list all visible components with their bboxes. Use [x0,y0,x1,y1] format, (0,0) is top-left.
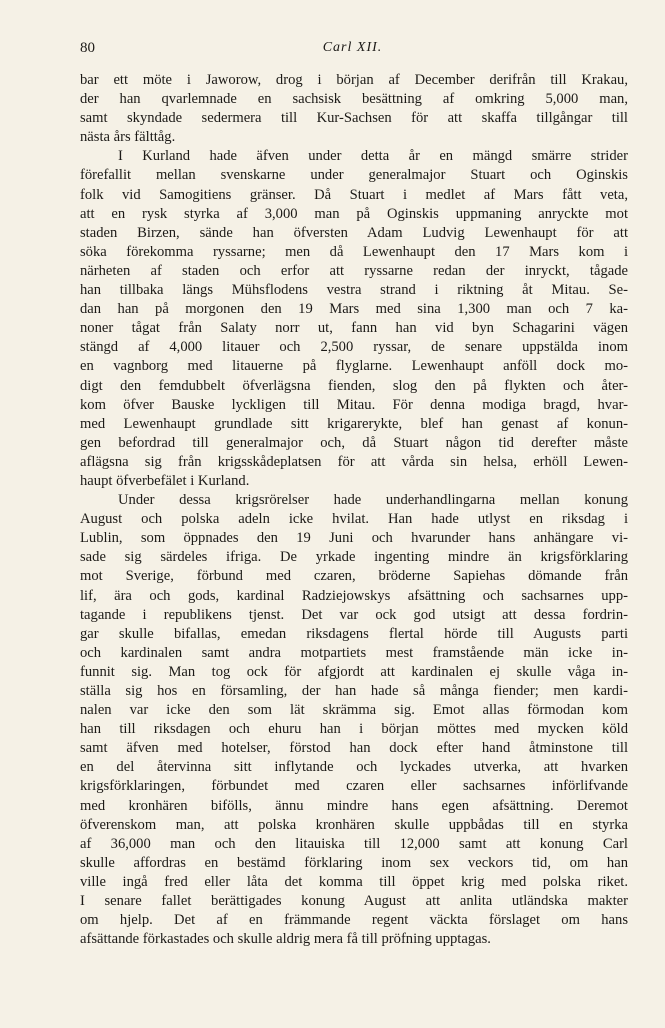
text-line: staden Birzen, sände han öfversten Adam Ludvig Lewenhaupt för att [80,224,628,241]
page-header [80,40,625,62]
text-line: mot Sverige, förbund med czaren, bröderne Sapiehas dömande från [80,568,628,585]
text-line: samt skyndade sedermera till Kur-Sachsen för att skaffa tillgångar till [80,110,628,127]
text-line: om hjelp. Det af en främmande regent väckta förslaget om hans [80,912,628,929]
text-line: stängd af 4,000 litauer och 2,500 ryssar, de senare uppstälda inom [80,339,628,356]
text-line: funnit sig. Man tog ock för afgjordt att kardinalen ej skulle våga in- [80,663,628,680]
text-line: ville ingå fred eller låta det komma till öppet krig med polska riket. [80,873,628,890]
text-line: Lublin, som öppnades den 19 Juni och hvarunder hans anhängare vi- [80,530,628,547]
text-line: gar skulle bifallas, emedan riksdagens flertal hörde till Augusts parti [80,625,628,642]
text-line: samt äfven med hotelser, förstod han dock efter hand åtminstone till [80,740,628,757]
text-line: digt den femdubbelt öfverlägsna fienden, slog den på flykten och åter- [80,377,628,394]
text-line: ställa sig hos en församling, der han hade så många fiender; men kardi- [80,683,628,699]
text-line: folk vid Samogitiens gränser. Då Stuart i medlet af Mars fått veta, [80,186,628,203]
text-line: bar ett möte i Jaworow, drog i början af December derifrån till Krakau, [80,72,628,88]
text-line: noner tågat från Salaty norr ut, fann han vid byn Schagarini vägen [80,320,628,337]
text-line: han till riksdagen och ehuru han i början möttes med mycken köld [80,721,628,738]
text-line: en vagnborg med litauerne på flyglarne. Lewenhaupt anföll dock mo- [80,358,628,375]
text-line: närheten af staden och erfor att ryssarne redan der inryckt, tågade [80,262,628,279]
text-line: der han qvarlemnade en sachsisk besättning af omkring 5,000 man, [80,91,628,108]
text-line: aflägsna sig från krigsskådeplatsen för att vårda sin helsa, erhöll Lewen- [80,453,628,470]
text-line: kom öfver Bauske lyckligen till Mitau. För denna modiga bragd, hvar- [80,396,628,413]
text-line: lif, ära och gods, kardinal Radziejowskys afsättning och sachsarnes upp- [80,587,628,604]
text-line: tagande i republikens tjenst. Det var ock god utsigt att dessa fordrin- [80,606,628,623]
text-line: gen befordrad till generalmajor och, då Stuart någon tid derefter måste [80,434,628,451]
text-line: nalen var icke den som lät skrämma sig. Emot allas förmodan kom [80,702,628,719]
text-line: en del återvinna sitt inflytande och lyckades utverka, att hvarken [80,759,628,776]
text-line: och kardinalen samt andra motpartiets mest framstående män icke in- [80,644,628,661]
text-line: han tillbaka längs Mühsflodens vestra strand i riktning åt Mitau. Se- [80,282,628,299]
running-title: Carl XII. [322,40,383,55]
text-line: krigsförklaringen, förbundet med czaren eller sachsarnes införlifvande [80,778,628,795]
body-text [80,71,628,949]
text-line: Under dessa krigsrörelser hade underhandlingarna mellan konung [118,492,628,509]
text-line: August och polska adeln icke hvilat. Han hade utlyst en riksdag i [80,511,628,528]
text-line: dan han på morgonen den 19 Mars med sina 1,300 man och 7 ka- [80,301,628,318]
text-line: skulle affordras en bestämd förklaring inom sex veckors tid, om han [80,854,628,871]
text-line: I senare fallet berättigades konung August att anlita utländska makter [80,893,628,910]
text-line: förefallit mellan svenskarne under generalmajor Stuart och Oginskis [80,167,628,184]
text-line: afsättande förkastades och skulle aldrig mera få till pröfning upptagas. [80,931,491,948]
page-number: 80 [80,40,95,56]
text-line: att en rysk styrka af 3,000 man på Oginskis uppmaning anryckte mot [80,205,628,222]
text-line: nästa års fälttåg. [80,129,176,146]
text-line: af 36,000 man och den litauiska till 12,000 samt att konung Carl [80,835,628,852]
text-line: I Kurland hade äfven under detta år en mängd smärre strider [118,148,628,165]
text-line: öfverenskom man, att polska kronhären skulle uppbådas till en styrka [80,816,628,833]
text-line: sade sig särdeles ifriga. De yrkade ingenting mindre än krigsförklaring [80,549,628,566]
text-line: med kronhären bifölls, ännu mindre hans egen afsättning. Deremot [80,797,628,814]
text-line: haupt öfverbefälet i Kurland. [80,472,250,489]
text-line: med Lewenhaupt grundlade sitt krigarerykte, blef han genast af konun- [80,415,628,432]
text-line: söka förekomma ryssarne; men då Lewenhaupt den 17 Mars kom i [80,243,628,260]
